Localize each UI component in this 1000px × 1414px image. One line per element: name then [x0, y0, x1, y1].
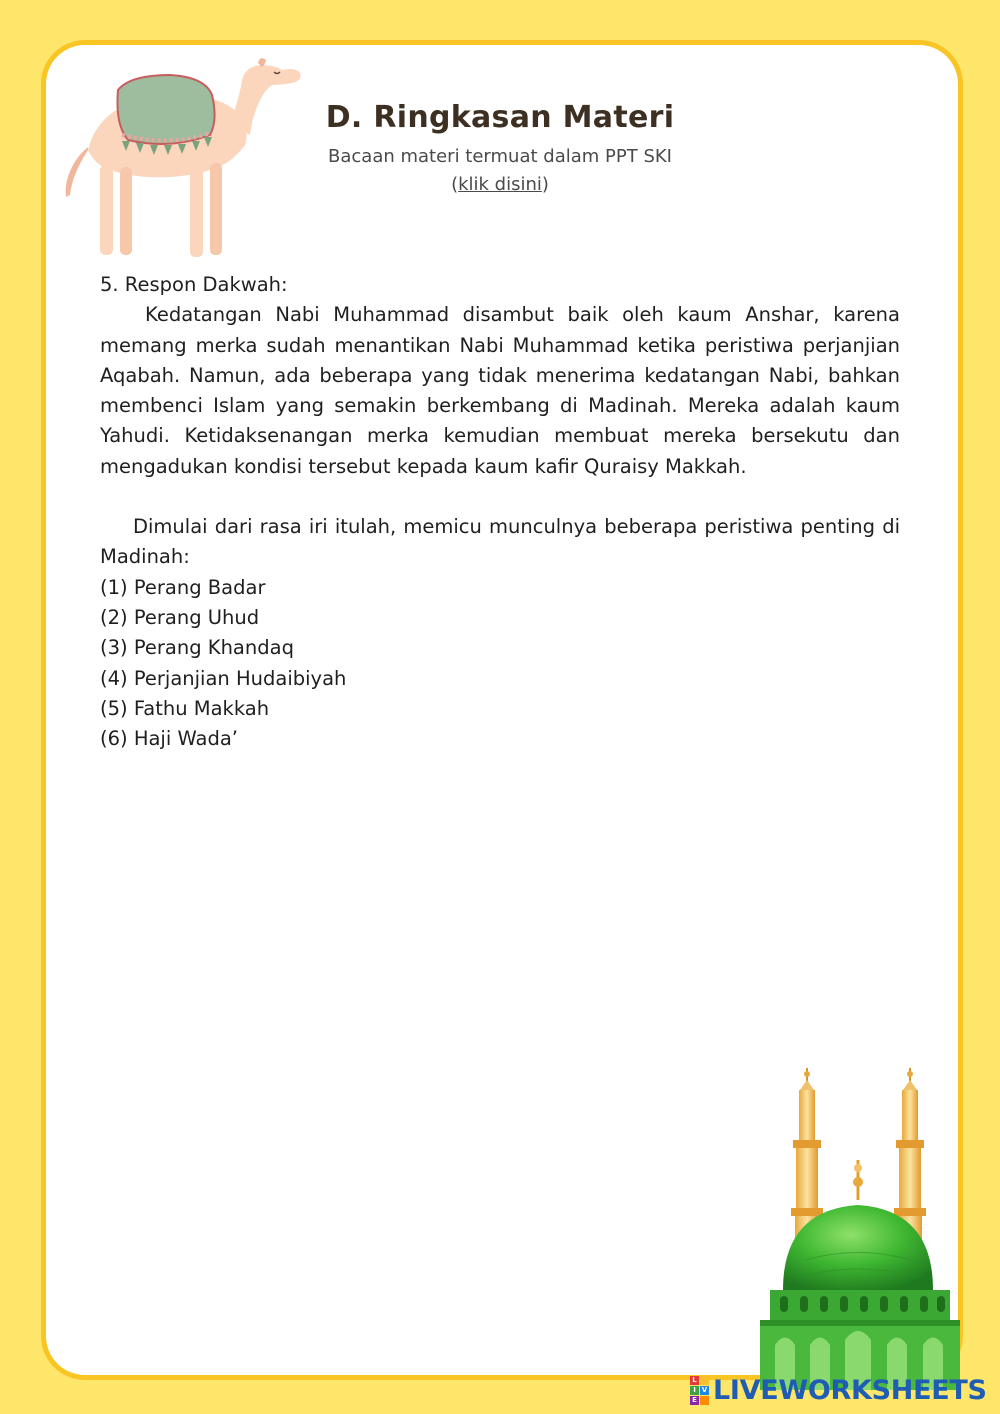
paragraph-2: Dimulai dari rasa iri itulah, memicu munculnya beberapa peristiwa penting di Madinah:: [100, 515, 900, 569]
logo-mark-icon: [690, 1376, 709, 1405]
link-line: [250, 170, 750, 200]
section-heading: 5. Respon Dakwah:: [100, 273, 288, 296]
link-close-paren: ): [541, 174, 549, 195]
list-item: (1) Perang Badar: [100, 575, 266, 599]
list-item: (2) Perang Uhud: [100, 605, 260, 629]
events-list: [100, 573, 900, 755]
click-here-link[interactable]: klik disini: [458, 174, 542, 195]
list-item: (5) Fathu Makkah: [100, 696, 270, 720]
mosque-illustration: [745, 1060, 975, 1390]
logo-letter: E: [690, 1396, 699, 1405]
list-item: (6) Haji Wada’: [100, 727, 238, 751]
paragraph-gap: [100, 482, 900, 512]
liveworksheets-logo: [690, 1374, 987, 1406]
page-title: D. Ringkasan Materi: [325, 100, 675, 135]
link-open-paren: (: [451, 174, 459, 195]
subtitle: Bacaan materi termuat dalam PPT SKI: [328, 146, 672, 167]
paragraph-1: Kedatangan Nabi Muhammad disambut baik oleh kaum Anshar, karena memang merka sudah menantikan Nabi Muhammad ketika peristiwa perjanjian Aqabah. Namun, ada beberapa yang tidak menerima kedatangan Nabi, bahkan membenci Islam yang semakin berkembang di Madinah. Mereka adalah kaum Yahudi. Ketidaksenangan merka kemudian membuat mereka bersekutu dan mengadukan kondisi tersebut kepada kaum kafir Quraisy Makkah.: [100, 303, 900, 478]
content-body: [100, 270, 900, 754]
logo-letter: V: [701, 1385, 708, 1394]
header: [250, 98, 750, 200]
logo-block: [700, 1376, 709, 1385]
list-item: (3) Perang Khandaq: [100, 636, 294, 660]
logo-letter: I: [690, 1386, 699, 1395]
logo-block: [700, 1396, 709, 1405]
logo-letter: L: [690, 1376, 699, 1385]
brand-name: LIVEWORKSHEETS: [713, 1374, 987, 1406]
list-item: (4) Perjanjian Hudaibiyah: [100, 666, 347, 690]
